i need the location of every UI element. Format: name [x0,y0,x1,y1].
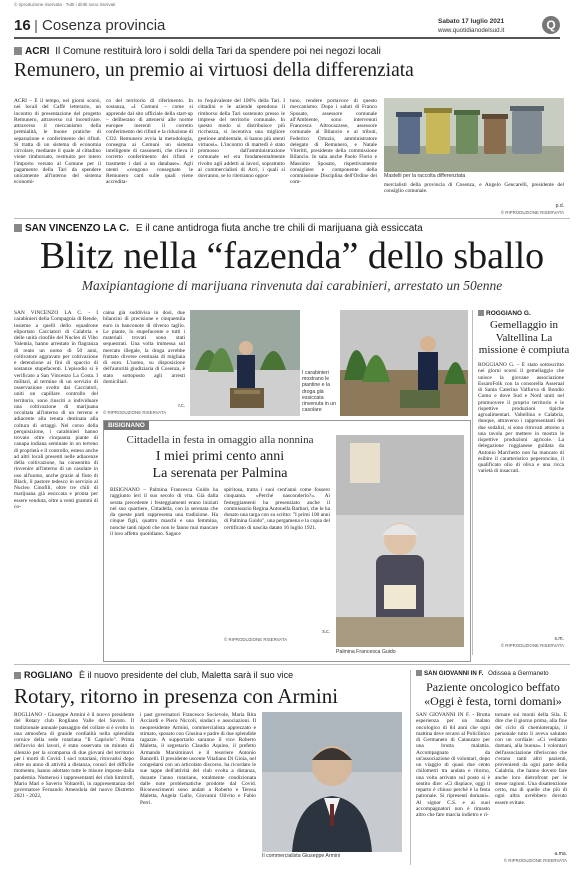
bisignano-col-2: spiritosa, tratta i suoi cent'anni come fossero cinquanta. «Perché nasconderlo?». Ai festeggiamenti ha presenziato anche il commissario Regina Antonella Barbari, che le ha donato una targa con su scritto: "I primi 100 anni di Palmina Guido", una pergamena e la copia del certificato di nascita datato 16 luglio 1921. [224,487,330,531]
article-rogliano [14,670,409,709]
armini-photo [262,712,402,852]
portrait-image [262,712,402,852]
sg-signature: a.ma. [554,851,567,857]
header-divider [35,20,37,33]
roggiano-reserved: © RIPRODUZIONE RISERVATA [500,643,564,648]
kicker [416,670,570,677]
rogliano-col-2: i past governatori Francesco Socievole, Maria Rita Acciardi e Piero Niccoli, sindaci e associazioni. Il neopresidente Armini, commercialista apprezzato e stimato, sposato con Giusina e padre di due splendide ragazze. A supportarlo saranno il vice Roberto Maletta, il segretario Claudio Aquino, il prefetto Armando Marsiminavi e il tesoriere Antonio Banzelli. Il presidente uscente Vitaliano Di Gioia, nel congedarsi con un articolato discorso, ha ricordato le sue tappe dell'attività del club svolta a distanza, durante l'anno rotariano, totalmente condizionata dalle note problematiche prodotte dal Covid. Riconoscimenti sono andati a Roberto e Teresa Maletta, Angela Gallo, Giovanni Olivito e Fabio Perri. [140,712,256,806]
sg-col-1: SAN GIOVANNI IN F. - Brutta esperienza per un malato oncologico di 84 anni che ogni mattina deve recarsi al Policlinico di Germaneto di Catanzaro per una brutta malattia. Accompagnato da un'associazione di volontari, dopo un viaggio di quasi due cento chilometri tra andata e ritorno, una volta arrivato sul posto si è sentito dire: «Ci dispiace, oggi il reparto è chiuso perché è la festa patronale. Si ripresenti domani». Al signor C.S. e ai suoi accompagnatori non è rimasto altro che fare marcia indietro e ri- [416,712,490,818]
acri-photo-caption: Mastelli per la raccolta differenziata [384,173,466,179]
bullet-square-icon [478,310,484,316]
article-san-giovanni [416,670,570,708]
acri-photo [384,98,564,172]
acri-reserved: © RIPRODUZIONE RISERVATA [500,210,564,215]
headline: Remunero, un premio ai virtuosi della differenziata [14,60,414,81]
carabinieri-image [190,310,300,416]
bisignano-kicker: Cittadella in festa in omaggio alla nonnina [126,434,314,446]
headline-1: Paziente oncologico beffato [426,680,560,694]
article-san-vincenzo [14,223,570,294]
sv-col-2: caina già suddivisa in dosi, due bilancini di precisione e cinquemila euro in banconote di diverso taglio. Le piante, lo stupefacente e tutti i materiali trovati sono stati sequestrati. Una volta immessa sul mercato illegale, la droga avrebbe fruttato diverse centinaia di migliaia di euro. L'uomo, su disposizione dell'autorità giudiziaria di Cosenza, è stato sottoposto agli arresti domiciliari. [103,310,185,385]
headline: Blitz nella “fazenda” dello sballo [39,235,545,277]
kicker-text: È il nuovo presidente del club, Maletta sarà il suo vice [79,670,294,680]
kicker-place: SAN VINCENZO LA C. [25,223,130,234]
sv-signature: r.c. [178,403,185,409]
acri-col-5: mercialisti della provincia di Cosenza, e Angelo Gencarelli, presidente del consiglio comunale. [384,182,564,195]
kicker-place: SAN GIOVANNI IN F. [424,670,484,677]
headline-2: «Oggi è festa, torni domani» [424,694,562,708]
waste-bins-image [384,98,564,172]
elderly-woman-image [336,435,464,647]
article-roggiano [478,310,570,357]
page-header [14,17,570,39]
page-number: 16 [14,17,31,34]
bisignano-headline-1: I miei primi cento anni [155,449,285,464]
acri-col-4: tuno, rendere portavoce di questo meccanismo. Dopo i saluti di Franco Sposato, assessore comunale all'Ambiente, sono intervenuti Francesca Altrocazzese, assessore comunale al Bilancio e ai tributi, Federico Ortuzio, amministratore delegato di Remunero, e Natale Viteritti, presidente della commissione Bilancio. In sala anche Paolo Florio e Massimo Sposato, rispettivamente consigliere e componente della commissione Disciplina dell'Ordine dei com- [290,98,377,186]
bullet-square-icon [14,672,21,679]
logo-icon: Q [542,16,560,34]
article-bisignano [103,420,471,662]
kicker-place: ROGLIANO [24,670,73,680]
sg-reserved: © RIPRODUZIONE RISERVATA [503,858,567,863]
marijuana-plants-image [340,310,468,416]
sg-col-2: tornare sui monti della Sila. E dire che il giorno prima, alla fine del ciclo di chemioterapia, il personale tutto li aveva salutato con un cordiale: «Ci vediamo domani, alla buona». I volontari dell'associazione riferiscono che c'erano tanti altri pazienti, provenienti da ogni parte della Calabria, che hanno dovuto fare anche loro dietrofront per le stesse ragioni. Una disattenzione certo, ma di quelle che più di ogni altra avrebbero dovuto essere evitate. [495,712,567,806]
bullet-square-icon [416,670,422,676]
palmina-photo [336,435,464,647]
sidebar-headline: Gemellaggio in Valtellina La missione è compiuta [478,319,570,356]
acri-col-3: to l'equivalente del 100% della Tari. I cittadini e le aziende spendono il rimborso della Tari sostenuto presso le imprese del territorio comunale. In questo modo si distribuisce più ricchezza, si incentiva una migliore gestione ambientale, si hanno più utenti virtuosi». L'incontro di martedì è stato promosso dall'amministrazione comunale ed era fondamentalmente rivolto agli addetti ai lavori, soprattutto ai commercialisti di Acri, i quali si dovranno, se lo riterranno oppor- [198,98,285,179]
headline: Rotary, ritorno in presenza con Armini [14,684,339,708]
roggiano-body: ROGGIANO G. – È stato sottoscritto nei giorni scorsi il gemellaggio che unisce la giovane associazione EssaroFolk con la consorella Asseraal di Santa Caterina Valfurva di Bondio Como e dove Sud e Nord uniti nel promuovere il proprio territorio e le rispettive produzioni tipiche agroalimentari. Valtellina e Calabria, dunque, attraverso i rappresentanti dei due sodalizi, si sono ritrovati attorno a una tavola per mettere in mostra le rispettive produzioni agricole. La delegazione roggianese guidata da Antonio Marchetto non ha mancato di esibire il caratteristico peperoncino, il qualificato olio di oliva e una ricca varietà di insaccati. [478,362,564,475]
palmina-caption: Palmina Francesca Guido [336,649,396,655]
kicker [14,223,570,234]
sv-photo-caption: I carabinieri mostrano le piantine e la droga già essiccata rinvenuta in un casolare [302,370,337,414]
divider [14,218,570,219]
bisignano-col-1: BISIGNANO – Palmina Francesca Guido ha raggiunto ieri il suo secolo di vita. Già dalla serata precedente i festeggiamenti erano iniziati nel suo quartiere, Cittadella, con la serenata che da queste parti rappresenta una tradizione. Ha cinque figli, quattro maschi e una femmina, nonché tanti nipoti che non le fanno mai mancare il loro affetto quotidiano. Sagace [110,487,218,537]
bisignano-reserved: © RIPRODUZIONE RISERVATA [224,637,288,642]
issue-date: Sabato 17 luglio 2021 [438,18,505,25]
acri-col-2: co del territorio di riferimento. In sostanza, «I Comuni – come si apprende dal sito ufficiale della start-up – deliberano di attenersi alle norme europee inerenti il corretto conferimento dei rifiuti e la riduzione di CO2. Remunero avvia la metodologia, consegna ai Comuni un sistema intelligente di cassonetti, che rileva il corretto conferimento dei rifiuti e trasmette i dati a un database». Agli utenti «vengono consegnate le Remunero card sulle quali viene accredita- [106,98,193,186]
kicker-text: Odissea a Germaneto [488,670,549,677]
divider [14,664,570,665]
bullet-square-icon [14,47,22,55]
bisignano-tag: BISIGNANO [104,421,149,430]
kicker-text: Il Comune restituirà loro i soldi della Tari da spendere poi nei negozi locali [55,46,381,57]
rogliano-col-1: ROGLIANO - Giuseppe Armini è il nuovo presidente del Rotary club Rogliano Valle del Savuto. Il tradizionale annuale passaggio del collare si è svolto in una atmosfera di grande cordialità nella splendida cornice della sede rotariana "Il Capriolo". Prima dell'avvio dei lavori, è stato osservato un minuto di silenzio per la scomparsa di due giovani del territorio per i morti di Covid. I soci rotariani, ritrovatisi dopo oltre un anno di attività a distanza, consci del difficile momento, hanno adottato tutte le misure imposte dalla pandemia. Numerosi i rappresentanti dei club limitrofi, Mario Mari e Saverio Voltarelli, in rappresentanza del governatore Fernando Amendola del nuovo Distretto 2021 - 2022, [14,712,134,800]
armini-caption: Il commercialista Giuseppe Armini [262,853,341,859]
acri-signature: p.d. [555,203,564,209]
kicker [14,46,570,57]
kicker [478,310,570,317]
roggiano-signature: s.m. [554,636,564,642]
carabinieri-photo-2 [340,310,468,416]
kicker [14,670,409,680]
acri-col-1: ACRI – È il tempo, nei giorni scorsi, nei locali del Caffè letterario, un incontro di presentazione del progetto Remunero, attraverso cui incentivare, attraverso il meccanismo della premialità, le buone pratiche di separazione e conferimento dei rifiuti. Si tratta di un sistema di economia circolare, mediante il quale al cittadino viene rimborsato, restituito per intero l'importo versato al Comune per il pagamento della Tari da spendere unicamente all'interno del sistema economi- [14,98,101,186]
kicker-text: E il cane antidroga fiuta anche tre chili di marijuana già essiccata [135,223,423,234]
header-rule [14,37,560,39]
site-url: www.quotidianodelsud.it [438,27,505,34]
kicker-place: ROGGIANO G. [486,310,531,317]
article-acri [14,46,570,83]
sv-col-1: SAN VINCENZO LA C. - I carabinieri della Compagnia di Rende, insieme a quelli dello squadrone eliportato Cacciatori di Calabria e delle unità cinofile del Nucleo di Vibo Valentia, hanno arrestato in flagranza di reato un uomo di 50 anni, coltivatore aggravato per coltivazione e detenzione ai fini di spaccio di sostanze stupefacenti. L'episodio si è verificato a San Vincenzo La Costa. I militari, al termine di un servizio di osservazione svolto dai Cacciatori, uniti un capillare controllo del territorio, sono riusciti a individuare una coltivazione di marijuana occultata all'interno di un terreno e adiacente alla tenuta destinata alla coltura di ortaggi. Nel corso della perquisizione, i carabinieri hanno trovato oltre cinquanta piante di canapa indiana seminate in un terreno di proprietà e il controllo, esteso anche ad altri locali presenti nelle adiacenze della coltivazione, ha consentito di rinvenire all'interno di un casolare in uso all'uomo, anche grazie al fiuto di Black, il pastore tedesco in servizio al Nucleo Cinofili, oltre tre chili di marijuana già essiccata e pronta per essere venduta, oltre a venti grammi di co- [14,310,98,510]
carabinieri-photo-1 [190,310,300,416]
vertical-rule [472,310,473,655]
bullet-square-icon [14,224,22,232]
bisignano-headline-2: La serenata per Palmina [152,466,288,481]
section-title: Cosenza provincia [42,17,166,34]
subheadline: Maxipiantagione di marijuana rinvenuta dai carabinieri, arrestato un 50enne [81,278,503,293]
sv-reserved: © RIPRODUZIONE RISERVATA [103,410,167,415]
copyright-notice: © riproduzione riservata · Tutti i diritti sono riservati [14,2,116,7]
bisignano-signature: s.c. [322,629,330,635]
kicker-place: ACRI [25,46,50,57]
vertical-rule [410,670,411,865]
